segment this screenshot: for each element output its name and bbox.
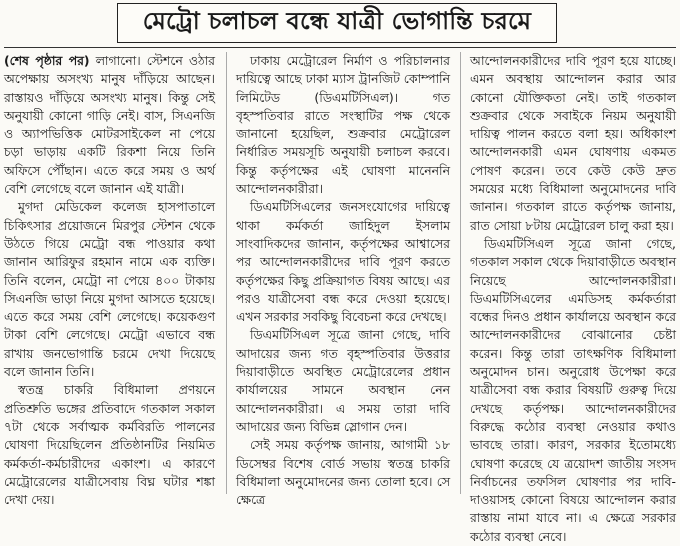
column-2 <box>236 52 450 508</box>
headline: মেট্রো চলাচল বন্ধে যাত্রী ভোগান্তি চরমে <box>117 3 557 43</box>
paragraph: মুগদা মেডিকেল কলেজ হাসপাতালে চিকিৎসার প্রয়োজনে মিরপুর স্টেশন থেকে উঠতে গিয়ে মেট্রো বন্ধ পাওয়ার কথা জানান আরিফুর রহমান নামে এক ব্যক্তি। তিনি বলেন, মেট্রো না পেয়ে ৪০০ টাকায় সিএনজি ভাড়া নিয়ে মুগদা আসতে হয়েছে। এতে করে সময় বেশি লেগেছে। কয়েকগুণ টাকা বেশি লেগেছে। মেট্রো এভাবে বন্ধ রাখায় জনভোগান্তি চরমে দেখা দিয়েছে বলে জানান তিনি। <box>4 199 215 380</box>
paragraph: ডিএমটিসিএল সূত্রে জানা গেছে, গতকাল সকাল থেকে দিয়াবাড়ীতে অবস্থান নিয়েছে আন্দোলনকারীরা। ডিএমটিসিএলের এমডিসহ কর্মকর্তারা বন্ধের দিনও প্রধান কার্যালয়ে অবস্থান করে আন্দোলনকারীদের বোঝানোর চেষ্টা করেন। কিন্তু তারা তাৎক্ষণিক বিধিমালা অনুমোদন চান। অনুরোধ উপেক্ষা করে যাত্রীসেবা বন্ধ করার বিষয়টি গুরুত্ব দিয়ে দেখছে কর্তৃপক্ষ। আন্দোলনকারীদের বিরুদ্ধে কঠোর ব্যবস্থা নেওয়ার কথাও ভাবছে তারা। কারণ, সরকার ইতোমধ্যে ঘোষণা করেছে যে ত্রয়োদশ জাতীয় সংসদ নির্বাচনের তফসিল ঘোষণার পর দাবি-দাওয়াসহ কোনো বিষয়ে আন্দোলন করার রাস্তায় নামা যাবে না। এ ক্ষেত্রে সরকার কঠোর ব্যবস্থা নেবে। <box>470 235 676 544</box>
paragraph: আন্দোলনকারীদের দাবি পূরণ হয়ে যাচ্ছে। এমন অবস্থায় আন্দোলন করার আর কোনো যৌক্তিকতা নেই। তাই গতকাল শুক্রবার থেকে সবাইকে নিয়ম অনুযায়ী দায়িত্ব পালন করতে বলা হয়। অধিকাংশ আন্দোলনকারী এমন ঘোষণায় একমত পোষণ করেন। তবে কেউ কেউ দ্রুত সময়ের মধ্যে বিধিমালা অনুমোদনের দাবি জানান। গতকাল রাতে কর্তৃপক্ষ জানায়, রাত সোয়া ৮টায় মেট্রোরেল চালু করা হয়। <box>470 53 676 233</box>
column-1 <box>4 52 215 508</box>
paragraph: ডিএমটিসিএলের জনসংযোগের দায়িত্বে থাকা কর্মকর্তা জাহিদুল ইসলাম সাংবাদিকদের জানান, কর্তৃপক্ষের আশ্বাসের পর আন্দোলনকারীদের দাবি পূরণ করতে কর্তৃপক্ষের কিছু প্রক্রিয়াগত বিষয় আছে। এর পরও যাত্রীসেবা বন্ধ করে দেওয়া হয়েছে। এখন সরকার সবকিছু বিবেচনা করে দেখছে। <box>236 199 450 325</box>
paragraph: স্বতন্ত্র চাকরি বিধিমালা প্রণয়নে প্রতিশ্রুতি ভঙ্গের প্রতিবাদে গতকাল সকাল ৭টা থেকে সর্বাত্মক কর্মবিরতি পালনের ঘোষণা দিয়েছিলেন প্রতিষ্ঠানটির নিয়মিত কর্মকর্তা-কর্মচারীদের একাংশ। এ কারণে মেট্রোরেলের যাত্রীসেবায় বিঘ্ন ঘটার শঙ্কা দেখা দেয়। <box>4 382 215 508</box>
continuation-tag: (শেষ পৃষ্ঠার পর) <box>4 53 90 68</box>
paragraph: ঢাকায় মেট্রোরেল নির্মাণ ও পরিচালনার দায়িত্বে আছে ঢাকা ম্যাস ট্রানজিট কোম্পানি লিমিটেড (ডিএমটিসিএল)। গত বৃহস্পতিবার রাতে সংস্থাটির পক্ষ থেকে জানানো হয়েছিল, শুক্রবার মেট্রোরেল নির্ধারিত সময়সূচি অনুযায়ী চলাচল করবে। কিন্তু কর্তৃপক্ষের এই ঘোষণা মানেননি আন্দোলনকারীরা। <box>236 53 450 197</box>
column-3 <box>470 52 676 544</box>
column-divider <box>226 52 227 494</box>
paragraph: সেই সময় কর্তৃপক্ষ জানায়, আগামী ১৮ ডিসেম্বর বিশেষ বোর্ড সভায় স্বতন্ত্র চাকরি বিধিমালা অনুমোদনের জন্য তোলা হবে। সে ক্ষেত্রে <box>236 437 450 508</box>
paragraph <box>4 52 215 198</box>
header-divider <box>4 47 676 48</box>
column-divider <box>460 52 461 494</box>
paragraph: ডিএমটিসিএল সূত্রে জানা গেছে, দাবি আদায়ের জন্য গত বৃহস্পতিবার উত্তরার দিয়াবাড়ীতে অবস্থিত মেট্রোরেলের প্রধান কার্যালয়ের সামনে অবস্থান নেন আন্দোলনকারীরা। এ সময় তারা দাবি আদায়ের জন্য বিভিন্ন স্লোগান দেন। <box>236 327 450 434</box>
paragraph-text: লাগানো। স্টেশনে ওঠার অপেক্ষায় অসংখ্য মানুষ দাঁড়িয়ে আছেন। রাস্তায়ও দাঁড়িয়ে অসংখ্য মানুষ। কিন্তু সেই অনুযায়ী কোনো গাড়ি নেই। বাস, সিএনজি ও অ্যাপভিত্তিক মোটরসাইকেল না পেয়ে চড়া ভাড়ায় একটি রিকশা নিয়ে তিনি অফিসে পৌঁছান। এতে করে সময় ও অর্থ বেশি লেগেছে বলে জানান এই যাত্রী। <box>4 53 215 197</box>
